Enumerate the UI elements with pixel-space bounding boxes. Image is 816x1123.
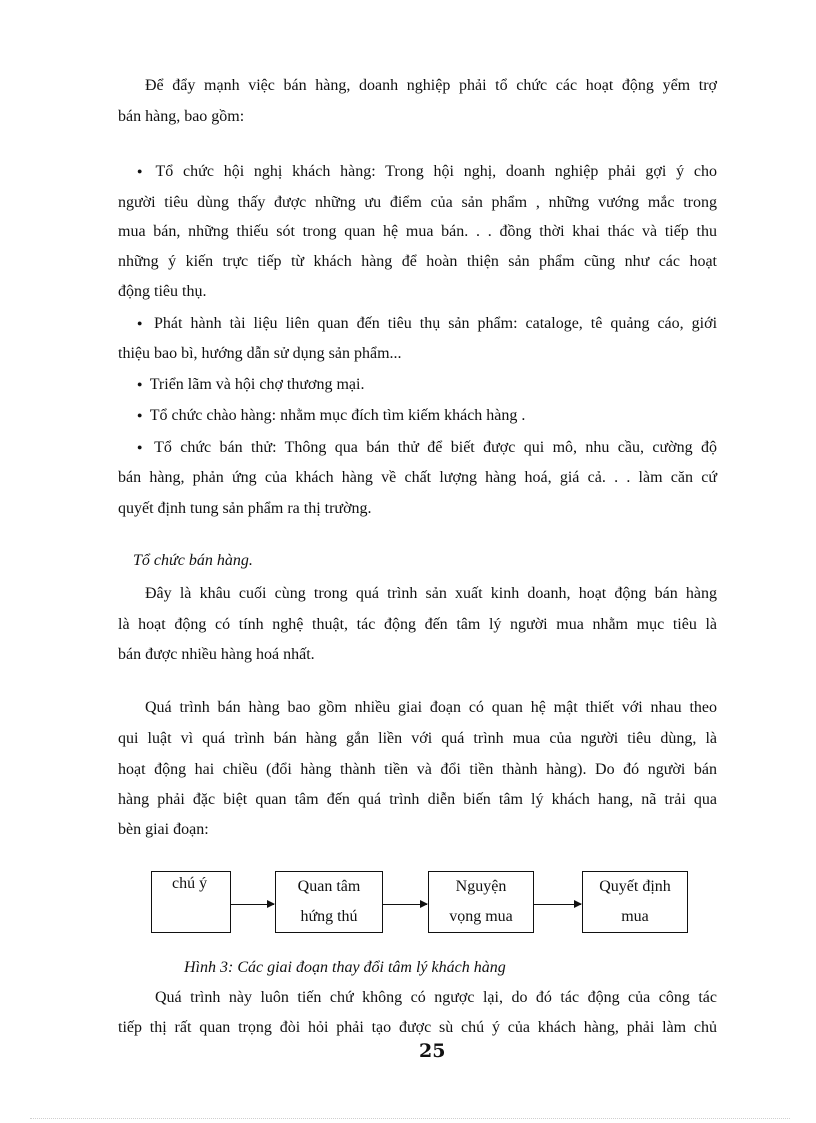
bullet-5-line-3: quyết định tung sản phẩm ra thị trường. xyxy=(118,500,372,517)
diagram-box-desire-line-1: Nguyện xyxy=(455,878,507,895)
para-2-line-4: hàng phải đặc biệt quan tâm đến quá trình diễn biến tâm lý khách hang, nã trải qua xyxy=(118,791,717,808)
para-1-line-1: Đây là khâu cuối cùng trong quá trình sản xuất kinh doanh, hoạt động bán hàng xyxy=(145,585,717,602)
diagram-box-decision-line-1: Quyết định xyxy=(599,878,671,895)
para-2-line-3: hoạt động hai chiều (đổi hàng thành tiền và đổi tiền thành hàng). Do đó người bán xyxy=(118,761,717,778)
diagram-box-attention-label: chú ý xyxy=(172,875,208,892)
bullet-icon xyxy=(137,438,146,459)
bullet-2-line-1: ● Phát hành tài liệu liên quan đến tiêu thụ sản phẩm: cataloge, tê quảng cáo, giới xyxy=(137,314,717,335)
section-heading: Tổ chức bán hàng. xyxy=(133,552,253,569)
bullet-1-line-1: ● Tổ chức hội nghị khách hàng: Trong hội nghị, doanh nghiệp phải gợi ý cho xyxy=(137,162,717,183)
diagram-box-desire-line-2: vọng mua xyxy=(449,908,513,925)
bullet-4-line-1: ● Tổ chức chào hàng: nhằm mục đích tìm kiếm khách hàng . xyxy=(137,406,525,427)
para-3-line-1: Quá trình này luôn tiến chứ không có ngược lại, do đó tác động của công tác xyxy=(155,989,717,1006)
figure-caption: Hình 3: Các giai đoạn thay đổi tâm lý khách hàng xyxy=(184,959,506,976)
para-2-line-2: qui luật vì quá trình bán hàng gắn liền với quá trình mua của người tiêu dùng, là xyxy=(118,730,717,747)
diagram-box-interest xyxy=(275,871,383,933)
bullet-1-line-2: người tiêu dùng thấy được những ưu điểm của sản phẩm , những vướng mắc trong xyxy=(118,194,717,211)
bullet-icon xyxy=(137,375,146,396)
diagram-box-interest-line-1: Quan tâm xyxy=(297,878,361,895)
bullet-icon xyxy=(137,406,146,427)
para-2-line-5: bèn giai đoạn: xyxy=(118,821,209,838)
diagram-box-decision-line-2: mua xyxy=(621,908,649,925)
diagram-box-interest-line-2: hứng thú xyxy=(300,908,358,925)
intro-line-2: bán hàng, bao gồm: xyxy=(118,108,245,125)
bullet-1-line-4: những ý kiến trực tiếp từ khách hàng để hoàn thiện sản phẩm cũng như các hoạt xyxy=(118,253,717,270)
arrow-1-icon xyxy=(230,904,274,905)
bullet-icon xyxy=(137,314,146,335)
diagram-box-desire xyxy=(428,871,534,933)
bullet-icon xyxy=(137,162,146,183)
diagram-box-attention xyxy=(151,871,231,933)
arrow-3-icon xyxy=(533,904,581,905)
para-2-line-1: Quá trình bán hàng bao gồm nhiều giai đoạn có quan hệ mật thiết với nhau theo xyxy=(145,699,717,716)
para-1-line-3: bán được nhiều hàng hoá nhất. xyxy=(118,646,315,663)
page-number: 25 xyxy=(419,1040,446,1062)
para-3-line-2: tiếp thị rất quan trọng đòi hỏi phải tạo được sù chú ý của khách hàng, phải làm chủ xyxy=(118,1019,717,1036)
bullet-5-line-2: bán hàng, phản ứng của khách hàng về chất lượng hàng hoá, giá cả. . . làm căn cứ xyxy=(118,469,717,486)
bullet-1-line-5: động tiêu thụ. xyxy=(118,283,207,300)
bullet-1-line-3: mua bán, những thiếu sót trong quan hệ mua bán. . . đồng thời khai thác và tiếp thu xyxy=(118,223,717,240)
arrow-2-icon xyxy=(382,904,427,905)
para-1-line-2: là hoạt động có tính nghệ thuật, tác động đến tâm lý người mua nhằm mục tiêu là xyxy=(118,616,717,633)
bullet-3-line-1: ● Triển lãm và hội chợ thương mại. xyxy=(137,375,364,396)
page-bottom-divider xyxy=(30,1118,790,1119)
intro-line-1: Để đẩy mạnh việc bán hàng, doanh nghiệp phải tổ chức các hoạt động yểm trợ xyxy=(145,77,717,94)
diagram-box-decision xyxy=(582,871,688,933)
bullet-5-line-1: ● Tổ chức bán thử: Thông qua bán thử để biết được qui mô, nhu cầu, cường độ xyxy=(137,438,717,459)
bullet-2-line-2: thiệu bao bì, hướng dẫn sử dụng sản phẩm... xyxy=(118,345,402,362)
